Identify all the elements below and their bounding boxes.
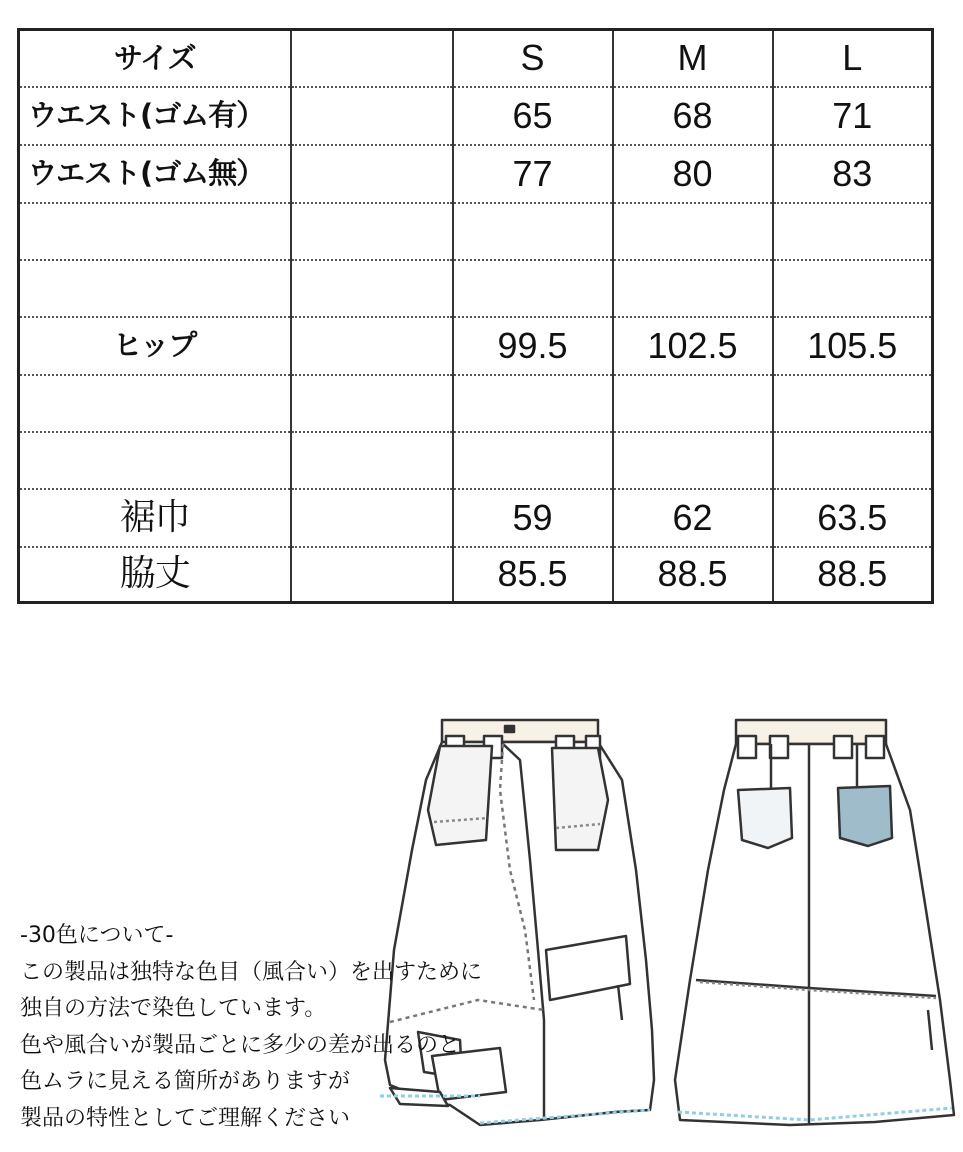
table-row xyxy=(19,203,933,260)
value-cell: 62 xyxy=(613,489,773,547)
value-cell: 102.5 xyxy=(613,317,773,375)
care-note xyxy=(20,918,660,1138)
value-cell: 77 xyxy=(453,145,613,203)
skirt-back-drawing xyxy=(675,720,954,1125)
note-title: -30色について- xyxy=(20,923,174,948)
blank-column-cell xyxy=(291,317,453,375)
value-cell xyxy=(613,432,773,489)
value-cell: 59 xyxy=(453,489,613,547)
note-line: この製品は独特な色目（風合い）を出すために xyxy=(20,959,483,985)
blank-column-cell xyxy=(291,87,453,145)
note-line: 独自の方法で染色しています。 xyxy=(20,996,327,1022)
blank-column-cell xyxy=(291,260,453,317)
value-cell xyxy=(453,260,613,317)
table-row xyxy=(19,432,933,489)
size-table xyxy=(17,28,934,604)
blank-column-cell xyxy=(291,203,453,260)
value-cell xyxy=(773,375,933,432)
size-l-header: L xyxy=(773,30,933,87)
table-row xyxy=(19,489,933,547)
table-row xyxy=(19,547,933,603)
value-cell xyxy=(453,432,613,489)
value-cell: 68 xyxy=(613,87,773,145)
size-s-header: S xyxy=(453,30,613,87)
size-header-label: サイズ xyxy=(113,40,196,75)
value-cell xyxy=(613,375,773,432)
size-header-row xyxy=(19,30,933,87)
value-cell xyxy=(773,203,933,260)
table-row xyxy=(19,317,933,375)
row-label xyxy=(19,432,291,489)
blank-column-cell xyxy=(291,432,453,489)
value-cell: 83 xyxy=(773,145,933,203)
value-cell: 105.5 xyxy=(773,317,933,375)
value-cell: 85.5 xyxy=(453,547,613,603)
value-cell xyxy=(773,260,933,317)
value-cell xyxy=(773,432,933,489)
table-row xyxy=(19,260,933,317)
row-label: ヒップ xyxy=(19,317,291,375)
size-m-header: M xyxy=(613,30,773,87)
blank-column-cell xyxy=(291,145,453,203)
row-label: ウエスト(ゴム無） xyxy=(19,145,291,203)
blank-column-cell xyxy=(291,375,453,432)
blank-column-cell xyxy=(291,547,453,603)
blank-column-cell xyxy=(291,489,453,547)
value-cell xyxy=(613,260,773,317)
value-cell: 88.5 xyxy=(613,547,773,603)
row-label xyxy=(19,375,291,432)
value-cell: 65 xyxy=(453,87,613,145)
value-cell xyxy=(453,375,613,432)
value-cell: 71 xyxy=(773,87,933,145)
value-cell: 80 xyxy=(613,145,773,203)
value-cell xyxy=(453,203,613,260)
table-row xyxy=(19,145,933,203)
row-label: 脇丈 xyxy=(19,547,291,603)
row-label: 裾巾 xyxy=(19,489,291,547)
blank-column-cell xyxy=(291,30,453,87)
row-label xyxy=(19,260,291,317)
note-line: 色や風合いが製品ごとに多少の差が出るのと xyxy=(20,1032,461,1058)
row-label: ウエスト(ゴム有） xyxy=(19,87,291,145)
value-cell xyxy=(613,203,773,260)
table-row xyxy=(19,375,933,432)
value-cell: 63.5 xyxy=(773,489,933,547)
row-label xyxy=(19,203,291,260)
note-line: 製品の特性としてご理解ください xyxy=(20,1105,351,1131)
value-cell: 88.5 xyxy=(773,547,933,603)
note-line: 色ムラに見える箇所がありますが xyxy=(20,1069,351,1095)
table-row xyxy=(19,87,933,145)
value-cell: 99.5 xyxy=(453,317,613,375)
